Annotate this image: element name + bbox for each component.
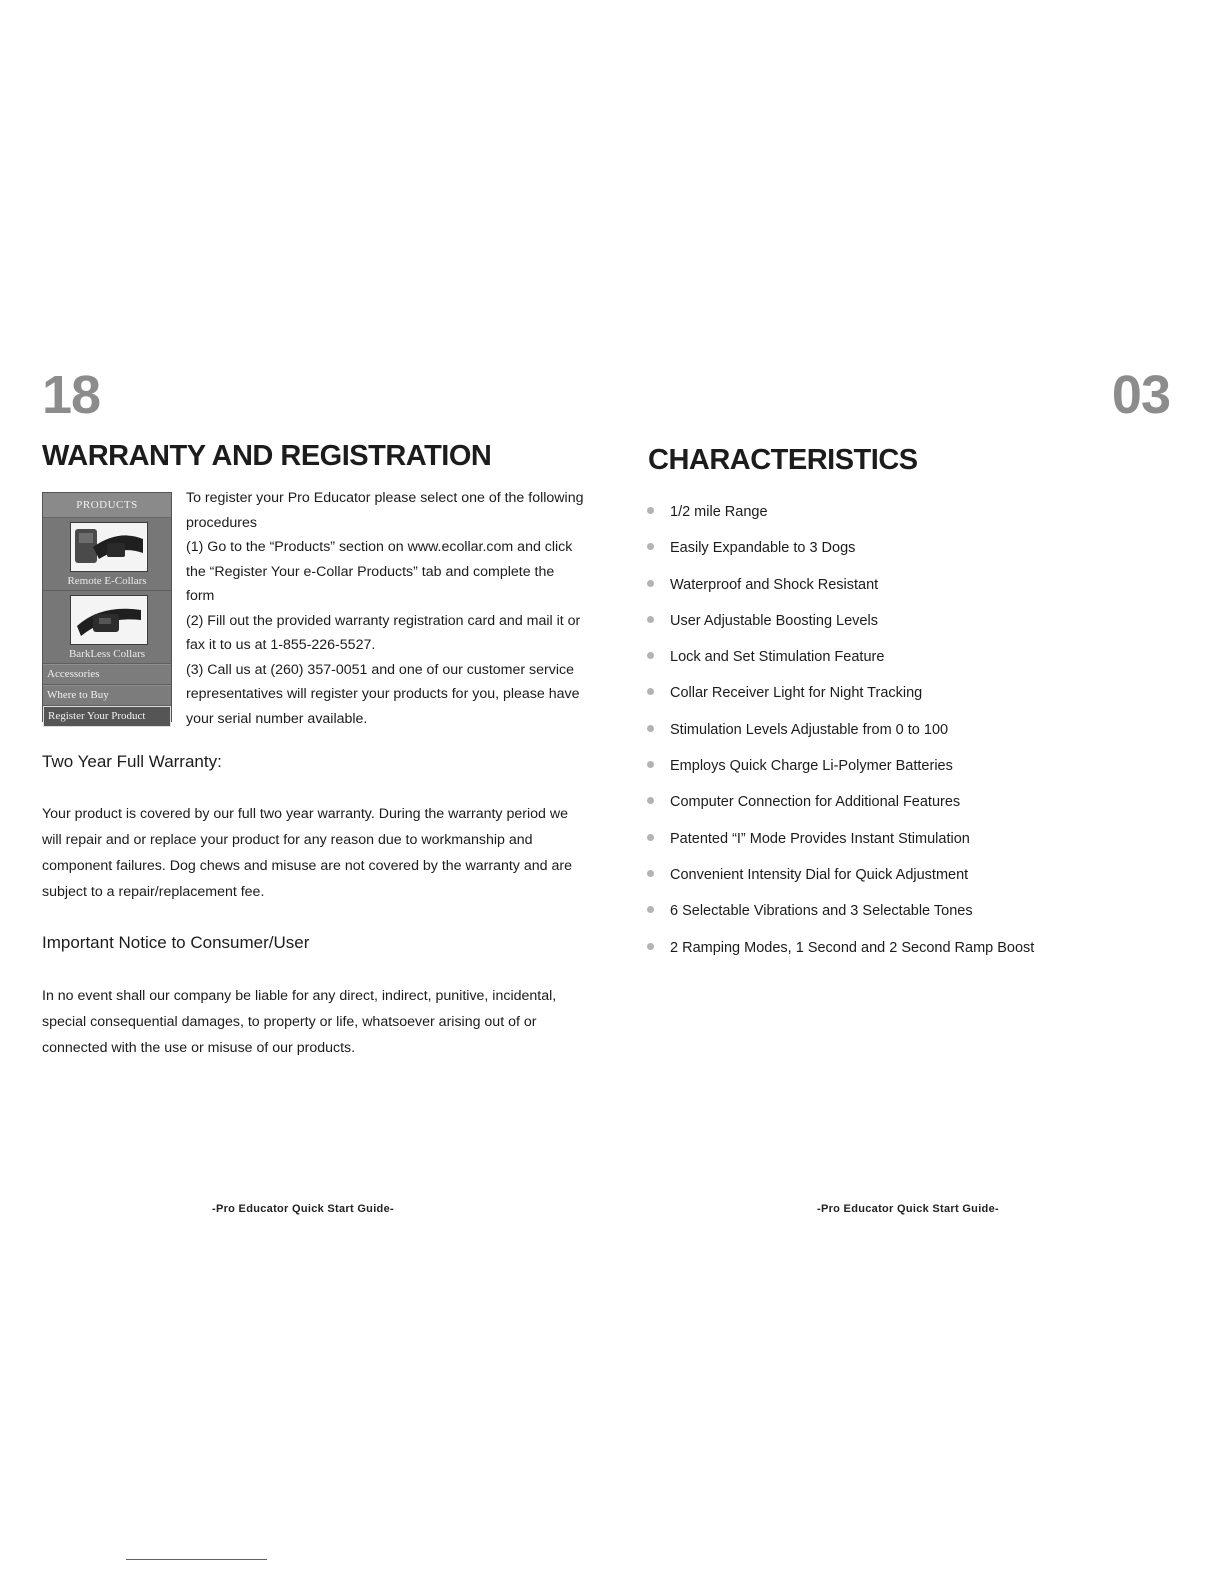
list-item-text: Employs Quick Charge Li-Polymer Batteries [670,758,953,775]
bullet-icon [647,507,654,514]
list-item-text: 2 Ramping Modes, 1 Second and 2 Second Ramp Boost [670,939,1035,956]
nav-link-register-product: Register Your Product [43,706,171,727]
list-item [646,863,1034,899]
nav-products-header: PRODUCTS [43,493,171,518]
ecollar-product-image [70,522,148,572]
list-item-text: Stimulation Levels Adjustable from 0 to 100 [670,721,949,738]
barkless-collar-image [70,595,148,645]
bullet-icon [647,943,654,950]
registration-intro: To register your Pro Educator please select one of the following procedures [186,490,584,531]
list-item-text: Easily Expandable to 3 Dogs [670,540,856,557]
nav-link-accessories: Accessories [43,664,171,685]
list-item [646,609,1034,645]
important-notice-heading: Important Notice to Consumer/User [42,933,310,952]
list-item [646,790,1034,826]
website-nav-screenshot [42,492,172,722]
characteristics-list [646,500,1034,972]
warranty-heading: WARRANTY AND REGISTRATION [42,440,492,472]
notice-paragraph: In no event shall our company be liable for any direct, indirect, punitive, incidental, special consequential damages, to property or life, whatsoever arising out of or connected with the use or misuse of our products. [42,988,557,1056]
nav-card-label: BarkLess Collars [68,648,146,660]
warranty-paragraph: Your product is covered by our full two year warranty. During the warranty period we will repair and or replace your product for any reason due to workmanship and component failures. Dog chews and misuse are not covered by the warranty and are subject to a repair/replacement fee. [42,806,572,900]
list-item-text: 6 Selectable Vibrations and 3 Selectable Tones [670,903,973,920]
characteristics-heading: CHARACTERISTICS [648,444,918,476]
list-item-text: Convenient Intensity Dial for Quick Adjustment [670,866,969,883]
page-number-right: 03 [1111,365,1170,425]
list-item [646,827,1034,863]
nav-card-barkless-collars [43,591,171,664]
bullet-icon [647,761,654,768]
list-item [646,936,1034,972]
bullet-icon [647,616,654,623]
nav-card-remote-ecollars [43,518,171,591]
list-item [646,681,1034,717]
list-item [646,500,1034,536]
list-item-text: User Adjustable Boosting Levels [670,612,878,629]
bullet-icon [647,543,654,550]
list-item [646,645,1034,681]
list-item-text: Computer Connection for Additional Features [670,794,961,811]
list-item [646,899,1034,935]
footer-right: -Pro Educator Quick Start Guide- [817,1203,999,1215]
nav-card-label: Remote E-Collars [67,575,147,587]
page-number-left: 18 [42,365,101,425]
bullet-icon [647,725,654,732]
bullet-icon [647,906,654,913]
footer-left: -Pro Educator Quick Start Guide- [212,1203,394,1215]
registration-step-2: (2) Fill out the provided warranty registration card and mail it or fax it to us at 1-855-226-5527. [186,612,581,653]
list-item-text: Lock and Set Stimulation Feature [670,649,885,666]
two-year-warranty-heading: Two Year Full Warranty: [42,752,222,771]
nav-link-where-to-buy: Where to Buy [43,685,171,706]
registration-step-3: (3) Call us at (260) 357-0051 and one of our customer service representatives will register your products for you, please have your serial number available. [186,661,580,727]
list-item [646,573,1034,609]
bullet-icon [647,834,654,841]
registration-instructions [186,486,586,731]
list-item [646,536,1034,572]
bullet-icon [647,688,654,695]
bullet-icon [647,797,654,804]
list-item [646,718,1034,754]
list-item-text: 1/2 mile Range [670,504,768,520]
list-item-text: Waterproof and Shock Resistant [670,576,879,593]
bullet-icon [647,580,654,587]
link-underline[interactable] [126,1559,267,1560]
bullet-icon [647,870,654,877]
list-item [646,754,1034,790]
registration-step-1: (1) Go to the “Products” section on www.ecollar.com and click the “Register Your e-Collar Products” tab and complete the form [186,539,573,604]
list-item-text: Patented “I” Mode Provides Instant Stimulation [670,830,970,847]
bullet-icon [647,652,654,659]
list-item-text: Collar Receiver Light for Night Tracking [670,685,923,702]
